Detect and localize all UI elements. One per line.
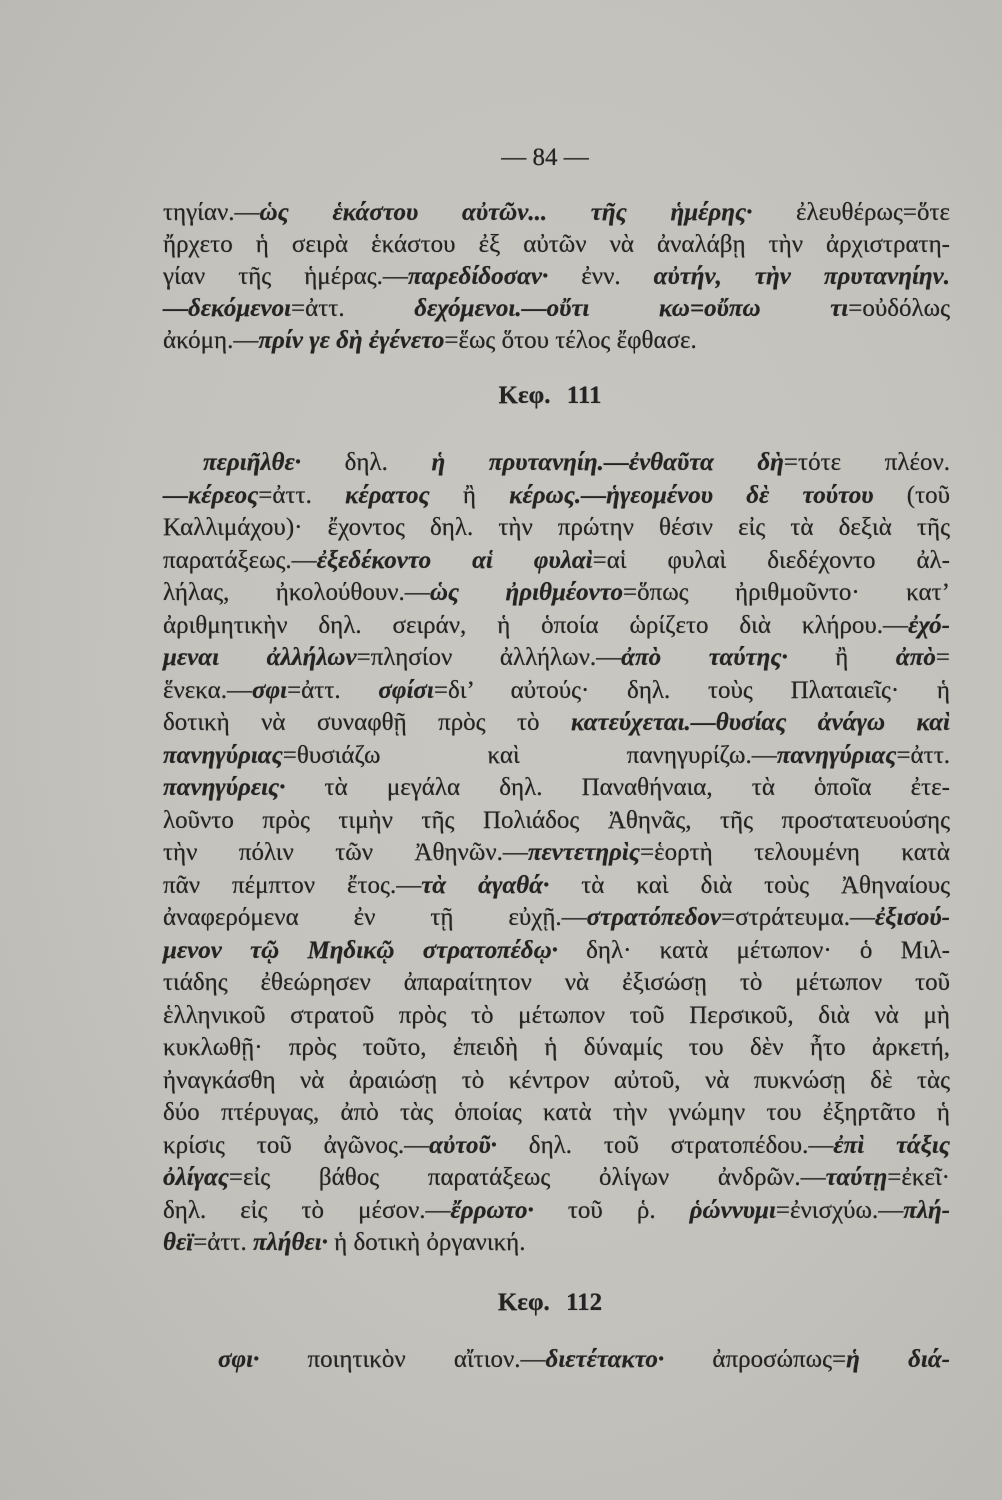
text-line (163, 740, 950, 773)
gloss-text: =αἱ φυλαὶ διεδέχοντο ἀλ- (592, 546, 950, 574)
gloss-text: Καλλιμάχου)· ἔχοντος δηλ. τὴν πρώτην θέσιν εἰς τὰ δεξιὰ τῆς (163, 514, 950, 541)
line-text (163, 872, 950, 899)
line-text (163, 709, 950, 736)
gloss-text: =ἀττ. (258, 481, 346, 509)
lemma-text: μεναι ἀλλήλων (163, 644, 357, 671)
text-line (163, 229, 950, 261)
gloss-text: λήλας, ἠκολούθουν.— (163, 579, 430, 606)
text-line (163, 805, 950, 838)
lemma-text: πανηγύριας (163, 741, 283, 769)
gloss-text: =πλησίον ἀλλήλων.— (356, 644, 622, 671)
lemma-text: κέρατος (345, 481, 430, 509)
line-text (163, 774, 950, 801)
text-line (163, 902, 950, 935)
text-line (163, 325, 950, 357)
lemma-text: αὐτοῦ· (429, 1131, 497, 1159)
gloss-text: =θυσιάζω καὶ πανηγυρίζω.— (282, 741, 777, 769)
lemma-text: ἐχό- (908, 611, 950, 639)
gloss-text: (τοῦ (873, 481, 951, 509)
lemma-text: ἐξισού- (875, 904, 950, 931)
gloss-text: λοῦντο πρὸς τιμὴν τῆς Πολιάδος Ἀθηνᾶς, τῆς προστατευούσης (163, 806, 950, 834)
line-text (163, 904, 950, 931)
lemma-text: ὡς ἠριθμέοντο (429, 579, 623, 606)
line-text (163, 969, 950, 996)
gloss-text: = (935, 644, 950, 671)
line-text (163, 839, 950, 866)
text-line (163, 610, 950, 643)
line-text (163, 1197, 950, 1224)
gloss-text: ἠναγκάσθη νὰ ἀραιώσῃ τὸ κέντρον αὐτοῦ, νὰ πυκνώσῃ δὲ τὰς (163, 1066, 950, 1094)
lemma-text: πανηγύριας (776, 741, 897, 769)
gloss-text: ποιητικὸν αἴτιον.— (259, 1346, 546, 1373)
lemma-text: σφι (252, 676, 288, 704)
gloss-text: ἑλληνικοῦ στρατοῦ πρὸς τὸ μέτωπον τοῦ Περσικοῦ, διὰ νὰ μὴ (163, 1001, 950, 1029)
line-text (218, 1346, 950, 1373)
line-text (163, 644, 950, 671)
line-text (163, 514, 950, 541)
commentary-paragraph (163, 197, 950, 357)
gloss-text: =ἀττ. (287, 676, 379, 704)
commentary-paragraph (163, 1344, 950, 1376)
line-text (163, 612, 950, 639)
lemma-text: ἐπὶ τάξις (833, 1131, 950, 1159)
lemma-text: μενον τῷ Μηδικῷ στρατοπέδῳ· (163, 936, 558, 964)
line-text (163, 295, 950, 322)
gloss-text: τιάδης ἐθεώρησεν ἀπαραίτητον νὰ ἐξισώσῃ τὸ μέτωπον τοῦ (163, 969, 950, 996)
line-text (163, 677, 950, 704)
gloss-text: τὰ μεγάλα δηλ. Παναθήναια, τὰ ὁποῖα ἐτε- (285, 774, 950, 801)
gloss-text: ἀπροσώπως= (664, 1346, 847, 1373)
lemma-text: τὰ ἀγαθά· (421, 871, 550, 899)
text-line (163, 642, 950, 675)
gloss-text: πᾶν πέμπτον ἔτος.— (163, 871, 422, 899)
lemma-text: κατεύχεται.—θυσίας ἀνάγω καὶ (570, 709, 950, 736)
gloss-text: δοτικὴ νὰ συναφθῇ πρὸς τὸ (163, 709, 571, 736)
gloss-text: τηγίαν.— (163, 199, 260, 226)
text-line (163, 1162, 950, 1195)
gloss-text: =ὅπως ἠριθμοῦντο· κατ’ (623, 579, 950, 606)
lemma-text: σφίσι (378, 676, 434, 704)
text-line (163, 1097, 950, 1130)
text-line (163, 447, 950, 480)
text-line (163, 197, 950, 229)
gloss-text: ἤρχετο ἡ σειρὰ ἑκάστου ἐξ αὐτῶν νὰ ἀναλάβῃ τὴν ἀρχιστρατη- (163, 231, 950, 258)
lemma-text: —κέρεος (163, 481, 259, 509)
text-line (163, 935, 950, 968)
gloss-text: =ἐνισχύω.— (775, 1196, 904, 1224)
gloss-text: =ἑορτὴ τελουμένη κατὰ (640, 839, 950, 866)
line-text (163, 1164, 950, 1191)
gloss-text: παρατάξεως.— (163, 546, 317, 574)
gloss-text: δηλ· κατὰ μέτωπον· ὁ Μιλ- (557, 936, 950, 964)
gloss-text: ἢ (429, 481, 510, 509)
gloss-text: =ἀττ. (291, 295, 415, 322)
gloss-text: κυκλωθῇ· πρὸς τοῦτο, ἐπειδὴ ἡ δύναμίς του δὲν ἦτο ἀρκετή, (163, 1034, 950, 1061)
lemma-text: πλή- (903, 1196, 950, 1224)
lemma-text: δεχόμενοι.—οὔτι κω=οὔπω τι (414, 295, 849, 322)
lemma-text: ἔρρωτο· (450, 1196, 534, 1224)
gloss-text: ἡ δοτικὴ ὀργανική. (327, 1229, 526, 1256)
lemma-text: αὐτήν, τὴν πρυτανηίην. (653, 263, 950, 290)
text-line (163, 577, 950, 610)
text-line (163, 1227, 950, 1260)
text-line (163, 293, 950, 325)
text-line (163, 480, 950, 513)
lemma-text: ῥώννυμι (689, 1196, 776, 1224)
lemma-text: ἐξεδέκοντο αἱ φυλαὶ (316, 546, 593, 574)
line-text (163, 1067, 950, 1094)
text-line (163, 1130, 950, 1163)
gloss-text: =ἕως ὅτου τέλος ἔφθασε. (444, 327, 697, 354)
gloss-text: γίαν τῆς ἡμέρας.— (163, 263, 408, 290)
text-line (163, 1195, 950, 1228)
lemma-text: θεϊ (163, 1229, 194, 1256)
lemma-text: ἡ διά- (846, 1346, 950, 1373)
gloss-text: =ἀττ. (193, 1229, 253, 1256)
gloss-text: =εἰς βάθος παρατάξεως ὀλίγων ἀνδρῶν.— (228, 1164, 826, 1191)
gloss-text: δηλ. εἰς τὸ μέσον.— (163, 1196, 451, 1224)
lemma-text: ταύτῃ (825, 1164, 888, 1191)
line-text (163, 263, 950, 290)
lemma-text: —δεκόμενοι (163, 295, 292, 322)
lemma-text: ὀλίγας (163, 1164, 229, 1191)
line-text (163, 199, 950, 226)
text-line (163, 707, 950, 740)
gloss-text: κρίσις τοῦ ἀγῶνος.— (163, 1131, 430, 1159)
gloss-text: δύο πτέρυγας, ἀπὸ τὰς ὁποίας κατὰ τὴν γνώμην του ἐξηρτᾶτο ἡ (163, 1099, 950, 1126)
lemma-text: παρεδίδοσαν· (407, 263, 549, 290)
gloss-text: =οὐδόλως (848, 295, 950, 322)
lemma-text: πλήθει· (252, 1229, 328, 1256)
gloss-text: =δι’ αὐτούς· δηλ. τοὺς Πλαταιεῖς· ἡ (433, 676, 950, 704)
lemma-text: πεντετηρὶς (527, 839, 641, 866)
gloss-text: ἐνν. (548, 263, 654, 290)
lemma-text: πανηγύρεις· (163, 774, 286, 801)
gloss-text: ἀριθμητικὴν δηλ. σειράν, ἡ ὁποία ὡρίζετο διὰ κλήρου.— (163, 611, 909, 639)
gloss-text: =τότε πλέον. (783, 449, 950, 476)
lemma-text: ἀπὸ ταύτης· (621, 644, 788, 671)
lemma-text: διετέτακτο· (545, 1346, 665, 1373)
lemma-text: σφι· (218, 1346, 260, 1373)
text-line (163, 1344, 950, 1376)
lemma-text: ὡς ἑκάστου αὐτῶν... τῆς ἡμέρης· (259, 199, 753, 226)
gloss-text: =ἐκεῖ· (887, 1164, 950, 1191)
gloss-text: ἀκόμη.— (163, 327, 259, 354)
gloss-text: =στράτευμα.— (721, 904, 876, 931)
lemma-text: ἡ πρυτανηίη.—ἐνθαῦτα δὴ (431, 449, 784, 476)
lemma-text: στρατόπεδον (586, 904, 722, 931)
text-line (163, 1065, 950, 1098)
text-line (163, 837, 950, 870)
line-text (163, 482, 950, 509)
line-text (163, 579, 950, 606)
line-text (163, 1229, 526, 1256)
line-text (163, 742, 950, 769)
line-text (163, 1002, 950, 1029)
lemma-text: πρίν γε δὴ ἐγένετο (258, 327, 445, 354)
text-line (163, 967, 950, 1000)
text-line (163, 261, 950, 293)
lemma-text: περιῆλθε· (203, 449, 302, 476)
line-text (163, 807, 950, 834)
line-text (203, 449, 950, 476)
line-text (163, 1034, 950, 1061)
line-text (163, 1132, 950, 1159)
gloss-text: τὴν πόλιν τῶν Ἀθηνῶν.— (163, 839, 528, 866)
text-line (163, 772, 950, 805)
gloss-text: =ἀττ. (896, 741, 950, 769)
gloss-text: δηλ. (301, 449, 432, 476)
gloss-text: ἕνεκα.— (163, 676, 253, 704)
chapter-heading: Κεφ. 111 (498, 382, 602, 409)
lemma-text: ἀπὸ (895, 644, 936, 671)
gloss-text: τοῦ ῥ. (533, 1196, 690, 1224)
page-number: — 84 — (501, 144, 589, 171)
line-text (163, 1099, 950, 1126)
gloss-text: ἀναφερόμενα ἐν τῇ εὐχῇ.— (163, 904, 587, 931)
gloss-text: τὰ καὶ διὰ τοὺς Ἀθηναίους (549, 871, 950, 899)
line-text (163, 327, 697, 354)
gloss-text: ἢ (787, 644, 896, 671)
text-line (163, 870, 950, 903)
text-line (163, 1000, 950, 1033)
text-line (163, 1032, 950, 1065)
gloss-text: ἐλευθέρως=ὅτε (752, 199, 950, 226)
text-line (163, 675, 950, 708)
text-line (163, 545, 950, 578)
lemma-text: κέρως.—ἡγεομένου δὲ τούτου (509, 481, 874, 509)
text-line (163, 512, 950, 545)
line-text (163, 547, 950, 574)
commentary-paragraph (163, 447, 950, 1260)
line-text (163, 937, 950, 964)
gloss-text: δηλ. τοῦ στρατοπέδου.— (496, 1131, 834, 1159)
chapter-heading: Κεφ. 112 (497, 1289, 603, 1316)
line-text (163, 231, 950, 258)
